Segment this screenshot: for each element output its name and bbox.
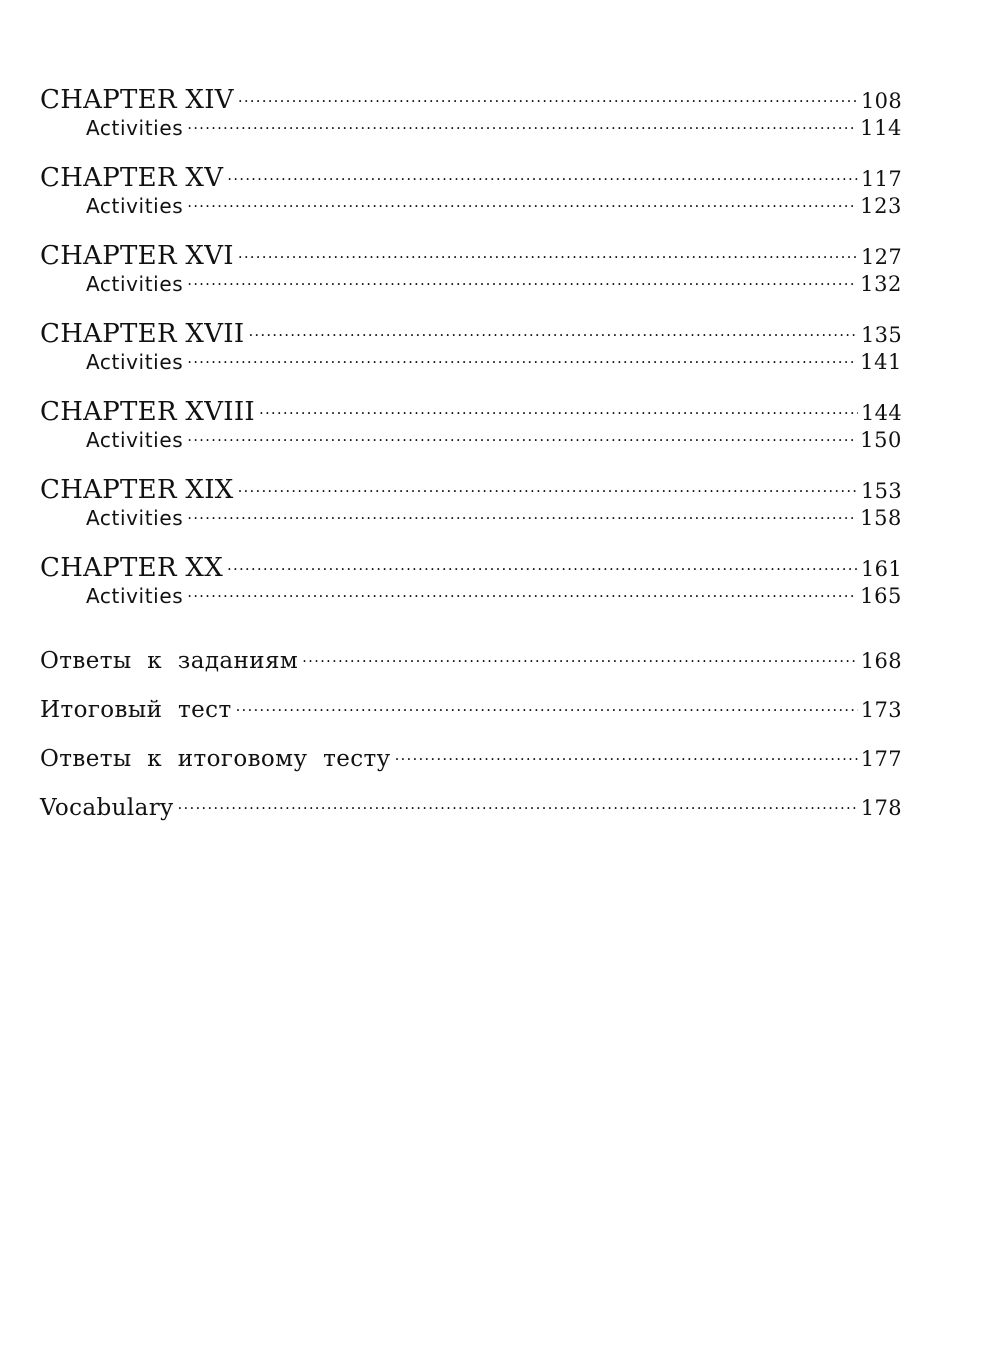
- toc-activities-entry[interactable]: [40, 270, 902, 300]
- dot-leader: [259, 394, 858, 420]
- toc-activities-entry-title: Activities: [86, 584, 184, 608]
- toc-chapter-entry-title: CHAPTER XIV: [40, 85, 234, 115]
- toc-chapter-entry[interactable]: [40, 316, 902, 348]
- toc-chapter-entry[interactable]: [40, 472, 902, 504]
- toc-chapter-entry-title: CHAPTER XX: [40, 553, 224, 583]
- toc-chapter-entry-title: CHAPTER XVIII: [40, 397, 255, 427]
- dot-leader: [238, 82, 858, 108]
- toc-activities-entry-title: Activities: [86, 350, 184, 374]
- dot-leader: [187, 270, 857, 291]
- toc-chapter-entry[interactable]: [40, 550, 902, 582]
- toc-activities-entry[interactable]: [40, 426, 902, 456]
- toc-activities-entry[interactable]: [40, 348, 902, 378]
- dot-leader: [187, 348, 857, 369]
- toc-activities-entry-title: Activities: [86, 116, 184, 140]
- toc-activities-entry-title: Activities: [86, 194, 184, 218]
- toc-chapter-entry-page-number: 127: [861, 245, 902, 269]
- dot-leader: [227, 550, 858, 576]
- toc-chapter-entry[interactable]: [40, 394, 902, 426]
- dot-leader: [236, 694, 858, 717]
- toc-appendix-entry-title: Vocabulary: [40, 795, 174, 821]
- toc-activities-entry-page-number: 165: [860, 584, 902, 608]
- toc-appendix-entry-title: Итоговый тест: [40, 697, 232, 723]
- toc-chapter-entry-title: CHAPTER XVI: [40, 241, 234, 271]
- toc-activities-entry[interactable]: [40, 114, 902, 144]
- toc-activities-entry-page-number: 132: [860, 272, 902, 296]
- toc-chapter-entry-page-number: 153: [861, 479, 902, 503]
- toc-chapter-entry-title: CHAPTER XVII: [40, 319, 245, 349]
- toc-activities-entry-page-number: 123: [860, 194, 902, 218]
- toc-appendix-entry[interactable]: [40, 792, 902, 824]
- toc-activities-entry-page-number: 114: [860, 116, 902, 140]
- toc-activities-entry-title: Activities: [86, 428, 184, 452]
- toc-appendix-entry-page-number: 173: [860, 698, 902, 722]
- toc-activities-entry-page-number: 150: [860, 428, 902, 452]
- toc-chapter-entry-title: CHAPTER XV: [40, 163, 224, 193]
- toc-chapter-entry-page-number: 117: [861, 167, 902, 191]
- toc-appendix-entry-page-number: 168: [860, 649, 902, 673]
- toc-appendix-entry-title: Ответы к итоговому тесту: [40, 746, 391, 772]
- toc-chapter-entry[interactable]: [40, 238, 902, 270]
- toc-appendix-entry[interactable]: [40, 694, 902, 726]
- toc-activities-entry[interactable]: [40, 504, 902, 534]
- toc-activities-entry-page-number: 158: [860, 506, 902, 530]
- table-of-contents: [40, 82, 902, 824]
- toc-chapter-entry-page-number: 108: [861, 89, 902, 113]
- appendix-list: [40, 645, 902, 824]
- dot-leader: [178, 792, 858, 815]
- toc-chapter-entry[interactable]: [40, 82, 902, 114]
- toc-chapter-entry-page-number: 144: [861, 401, 902, 425]
- dot-leader: [302, 645, 858, 668]
- dot-leader: [187, 192, 857, 213]
- toc-activities-entry-title: Activities: [86, 506, 184, 530]
- dot-leader: [187, 582, 857, 603]
- toc-activities-entry-page-number: 141: [860, 350, 902, 374]
- dot-leader: [187, 114, 857, 135]
- toc-chapter-entry-page-number: 135: [861, 323, 902, 347]
- toc-appendix-entry-title: Ответы к заданиям: [40, 648, 299, 674]
- dot-leader: [248, 316, 858, 342]
- toc-chapter-entry-title: CHAPTER XIX: [40, 475, 234, 505]
- toc-activities-entry-title: Activities: [86, 272, 184, 296]
- toc-activities-entry[interactable]: [40, 582, 902, 612]
- toc-chapter-entry[interactable]: [40, 160, 902, 192]
- dot-leader: [227, 160, 858, 186]
- toc-appendix-entry-page-number: 177: [860, 747, 902, 771]
- toc-appendix-entry[interactable]: [40, 645, 902, 677]
- dot-leader: [395, 743, 858, 766]
- chapter-list: [40, 82, 902, 612]
- toc-appendix-entry-page-number: 178: [860, 796, 902, 820]
- dot-leader: [187, 426, 857, 447]
- toc-activities-entry[interactable]: [40, 192, 902, 222]
- dot-leader: [238, 238, 858, 264]
- toc-appendix-entry[interactable]: [40, 743, 902, 775]
- toc-chapter-entry-page-number: 161: [861, 557, 902, 581]
- dot-leader: [187, 504, 857, 525]
- dot-leader: [238, 472, 858, 498]
